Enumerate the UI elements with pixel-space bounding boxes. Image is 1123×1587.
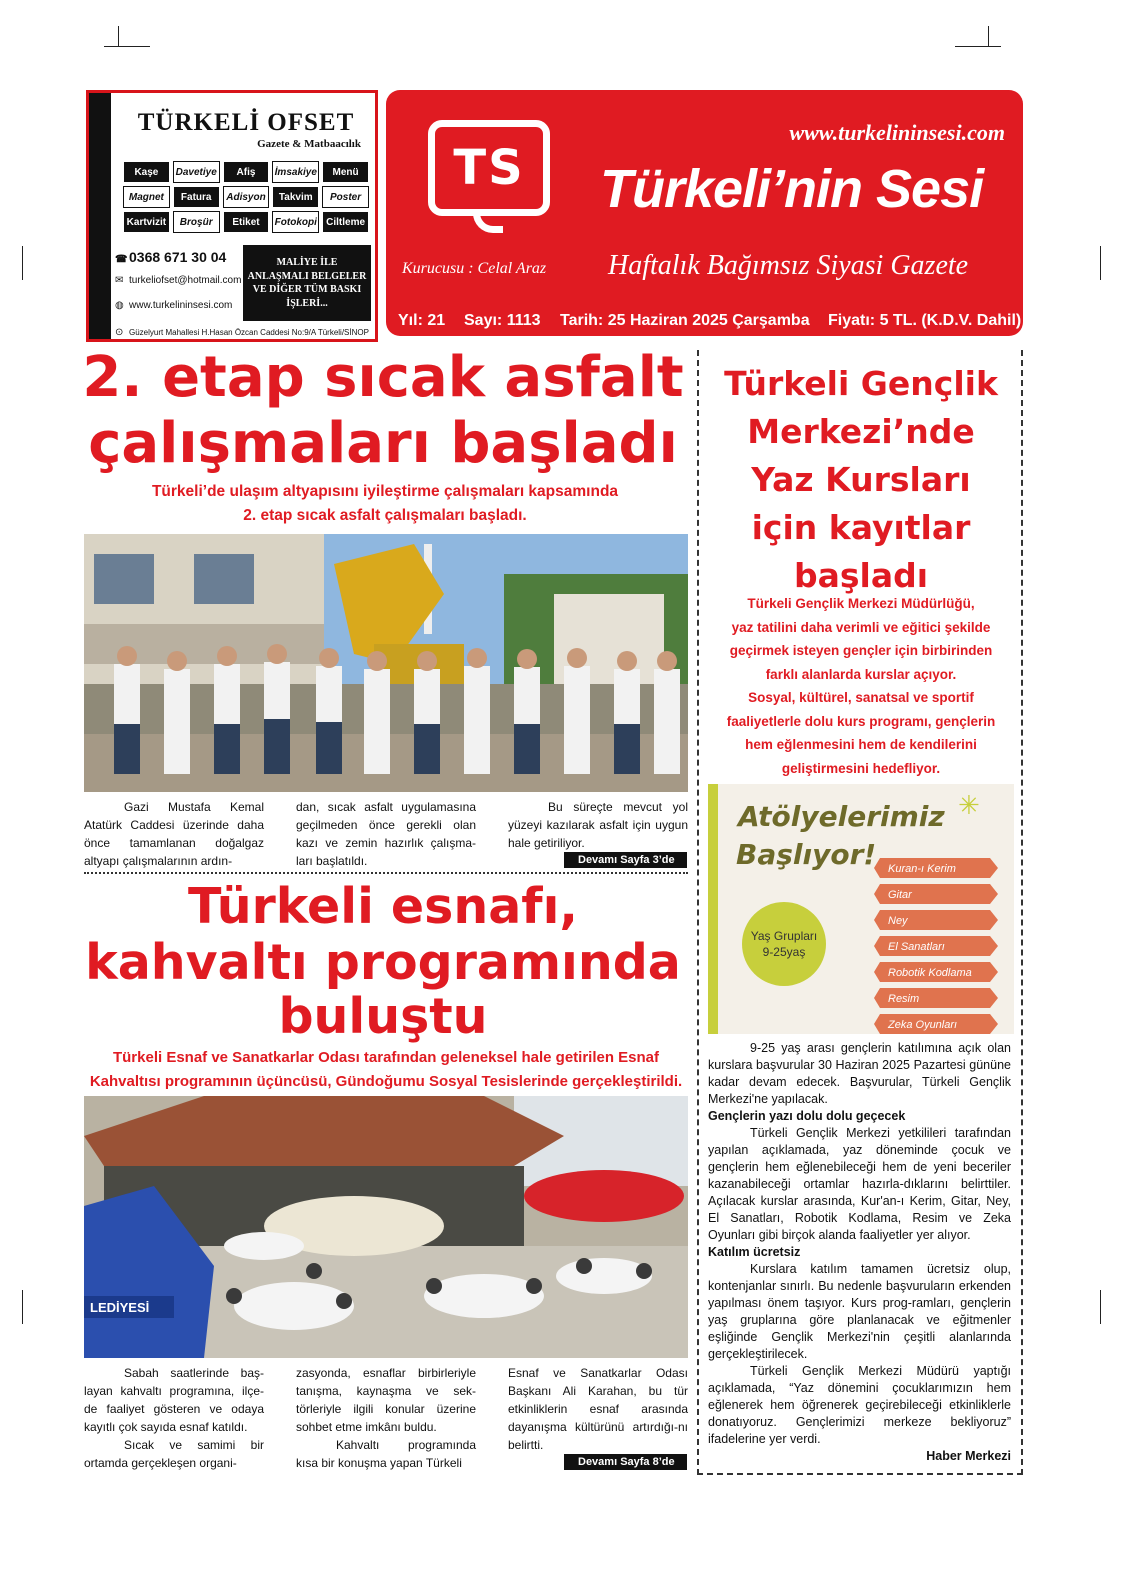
ad-service: Davetiye <box>173 161 220 183</box>
story3-deck-line: faaliyetlerle dolu kurs programı, gençlerin <box>726 713 996 729</box>
ad-service: Takvim <box>272 186 319 208</box>
crop-mark <box>1100 1290 1101 1324</box>
story3-subheading: Gençlerin yazı dolu dolu geçecek <box>708 1109 906 1123</box>
story2-col1-paragraph1: Sabah saatlerinde baş-layan kahvaltı programına, ilçe-de faaliyet gösteren ve odaya kayıtlı çok sayıda esnaf katıldı. <box>84 1366 264 1434</box>
mail-icon: ✉ <box>115 275 124 286</box>
globe-icon: ◍ <box>115 300 124 311</box>
masthead-url: www.turkelininsesi.com <box>789 120 1005 145</box>
story3-headline-line: Yaz Kursları <box>751 460 971 499</box>
ad-service: İmsakiye <box>272 161 319 183</box>
masthead-slogan: Haftalık Bağımsız Siyasi Gazete <box>608 250 969 281</box>
issue-info-bar <box>386 306 1023 336</box>
story3-paragraph: 9-25 yaş arası gençlerin katılımına açık olan kurslara başvurular 30 Haziran 2025 Pazartesi gününe kadar devam edecek. Başvurular, Türkeli Gençlik Merkezi'ne yapılacak. <box>708 1041 1011 1106</box>
ts-logo <box>428 120 550 216</box>
story2-column-3 <box>508 1364 688 1454</box>
breakfast-photo-art <box>84 1096 688 1358</box>
crop-mark <box>988 26 989 46</box>
story2-deck-line2: Kahvaltısı programının üçüncüsü, Gündoğumu Sosyal Tesislerinde gerçekleştirildi. <box>89 1073 683 1090</box>
story3-byline: Haber Merkezi <box>926 1449 1011 1463</box>
poster-course: Kuran-ı Kerim <box>888 863 956 875</box>
story2-column-1 <box>84 1364 264 1472</box>
ad-service: Poster <box>322 186 369 208</box>
crop-mark <box>104 46 150 47</box>
ad-service: Afiş <box>223 161 270 183</box>
crop-mark <box>1100 246 1101 280</box>
story2-col3-text: Esnaf ve Sanatkarlar Odası Başkanı Ali Karahan, bu tür etkinliklerin esnaf arasında dayanışma kültürünü artırdığı-nı belirtti. <box>508 1366 688 1452</box>
ad-address <box>115 327 369 338</box>
tent-sign: LEDİYESİ <box>90 1300 150 1315</box>
poster-course: Resim <box>888 993 920 1005</box>
poster-course: Zeka Oyunları <box>888 1019 958 1031</box>
crop-mark <box>955 46 1001 47</box>
story3-body <box>708 1040 1011 1465</box>
story1-col1-text: Gazi Mustafa Kemal Atatürk Caddesi üzerinde daha önce tamamlanan doğalgaz altyapı çalışmalarının ardın- <box>84 800 264 868</box>
story2-col2-paragraph1: zasyonda, esnaflar birbirleriyle tanışma, kaynaşma ve sek-törleriyle ilgili konular üzerine sohbet etme imkânı buldu. <box>296 1366 476 1434</box>
ts-logo-text: TS <box>453 140 525 196</box>
poster-course: El Sanatları <box>888 941 945 953</box>
crop-mark <box>22 1290 23 1324</box>
poster-age-title: Yaş Grupları <box>750 929 818 943</box>
story2-col2-paragraph2: Kahvaltı programında kısa bir konuşma yapan Türkeli <box>296 1438 476 1470</box>
poster-art <box>718 784 1014 1034</box>
story1-col2-text: dan, sıcak asfalt uygulamasına geçilmeden önce gerekli olan kazı ve zemin hazırlık çalışma-ları başlatıldı. <box>296 800 476 868</box>
story1-col3-text: Bu süreçte mevcut yol yüzeyi kazılarak asfalt için uygun hale getiriliyor. <box>508 800 688 850</box>
story3-deck-line: geçirmek isteyen gençler için birbirinden <box>729 643 993 658</box>
ad-service: Broşür <box>173 211 220 233</box>
story1-column-1 <box>84 798 264 870</box>
story3-deck <box>700 592 1022 780</box>
workshop-poster <box>708 784 1014 1034</box>
ad-services-grid <box>123 161 369 233</box>
ad-brand: TÜRKELİ OFSET <box>137 109 355 136</box>
ad-service: Ciltleme <box>322 211 369 233</box>
story3-paragraph: Türkeli Gençlik Merkezi yetkilileri tarafından yapılan açıklamada, yaz döneminde çocuk ve gençlerin hem eğlenebileceği hem de yeni beceriler kazanabileceği ortamlar hazırla-dıklarını belirttiler. Açılacak kurslar arasında, Kur'an-ı Kerim, Gitar, Ney, El Sanatları, Robotik Kodlama, Resim ve Zeka Oyunları gibi birçok alanda faaliyetler yer alıyor. <box>708 1126 1011 1242</box>
ad-email-text: turkeliofset@hotmail.com <box>129 275 242 286</box>
story2-deck-line1: Türkeli Esnaf ve Sanatkarlar Odası tarafından geleneksel hale getirilen Esnaf <box>112 1049 660 1066</box>
ad-web <box>115 300 232 311</box>
poster-age-range: 9-25yaş <box>762 945 806 959</box>
poster-course: Gitar <box>888 889 912 901</box>
ad-subtitle: Gazete & Matbaacılık <box>257 138 361 150</box>
story3-deck-line: farklı alanlarda kurslar açıyor. <box>765 666 957 682</box>
ad-service: Magnet <box>123 186 170 208</box>
story3-headline-line: başladı <box>793 556 929 595</box>
ad-service: Kaşe <box>123 161 170 183</box>
ad-maliye-box: MALİYE İLE ANLAŞMALI BELGELER VE DİĞER TÜM BASKI İŞLERİ... <box>243 245 371 321</box>
story3-paragraph: Kurslara katılım tamamen ücretsiz olup, kontenjanlar sınırlı. Bu nedenle başvuruların erkenden yapılması önem taşıyor. Kurs prog-ramları, gençlerin yaş gruplarına göre planlanacak ve eğitmenler eşliğinde Gençlik Merkezi'nin çeşitli alanlarında gerçekleştirilecek. <box>708 1262 1011 1361</box>
phone-icon: ☎ <box>115 254 128 265</box>
founder-line: Kurucusu : Celal Araz <box>402 260 547 277</box>
story1-headline-line1: 2. etap sıcak asfalt <box>82 345 684 410</box>
issue-price: Fiyatı: 5 TL. (K.D.V. Dahil) <box>828 312 1022 329</box>
ad-service: Menü <box>322 161 369 183</box>
story2-headline-line1: Türkeli esnafı, <box>187 878 579 935</box>
story2-headline-line2: kahvaltı programında <box>85 934 681 991</box>
issue-year: Yıl: 21 <box>398 312 446 329</box>
story3-headline-line: Merkezi’nde <box>747 412 975 451</box>
story3-deck-line: Türkeli Gençlik Merkezi Müdürlüğü, <box>747 596 975 611</box>
story3-paragraph: Türkeli Gençlik Merkezi Müdürü yaptığı açıklamada, “Yaz dönemini çocuklarımızın hem eğlenerek hem öğrenerek geçirebileceği etkinliklerle donatıyoruz. Gençlerimizi merkeze bekliyoruz” ifadelerine yer verdi. <box>708 1364 1011 1446</box>
ad-service: Fatura <box>173 186 220 208</box>
crop-mark <box>22 246 23 280</box>
esnaf-breakfast-photo <box>84 1096 688 1358</box>
story3-deck-line: yaz tatilini daha verimli ve eğitici şekilde <box>731 619 991 635</box>
story3-headline <box>700 360 1022 600</box>
poster-title-line1: Atölyelerimiz <box>738 800 945 833</box>
ad-side-bar <box>89 93 111 339</box>
story3-deck-line: geliştirmesini hedefliyor. <box>781 760 941 776</box>
story2-column-2 <box>296 1364 476 1472</box>
story1-headline-line2: çalışmaları başladı <box>88 411 678 476</box>
story2-headline-line3: buluştu <box>278 988 488 1045</box>
logo-speech-tail <box>473 209 503 233</box>
story3-deck-line: hem eğlenmesini hem de kendilerini <box>745 737 977 752</box>
ad-phone-text: 0368 671 30 04 <box>129 249 227 265</box>
section-divider <box>84 872 688 874</box>
story3-deck-line: Sosyal, kültürel, sanatsal ve sportif <box>748 690 974 705</box>
poster-course: Ney <box>888 915 908 927</box>
issue-date: Tarih: 25 Haziran 2025 Çarşamba <box>560 312 810 329</box>
ad-service: Fotokopi <box>272 211 319 233</box>
ad-service: Kartvizit <box>123 211 170 233</box>
location-icon: ⊙ <box>115 327 124 338</box>
story3-subheading: Katılım ücretsiz <box>708 1245 801 1259</box>
story1-continued-label: Devamı Sayfa 3’de <box>564 852 687 868</box>
ad-service: Adisyon <box>223 186 270 208</box>
story3-headline-line: Türkeli Gençlik <box>724 364 998 403</box>
poster-course: Robotik Kodlama <box>888 967 972 979</box>
story1-deck-line1: Türkeli’de ulaşım altyapısını iyileştirme çalışmaları kapsamında <box>151 483 619 500</box>
ad-service: Etiket <box>223 211 270 233</box>
poster-title-line2: Başlıyor! <box>736 838 877 871</box>
story1-column-3 <box>508 798 688 852</box>
ad-address-text: Güzelyurt Mahallesi H.Hasan Özcan Caddesi No:9/A Türkeli/SİNOP <box>129 328 369 337</box>
ad-web-text: www.turkelininsesi.com <box>129 300 233 311</box>
story3-headline-line: için kayıtlar <box>751 508 971 547</box>
story1-deck-line2: 2. etap sıcak asfalt çalışmaları başladı. <box>243 507 527 524</box>
issue-number: Sayı: 1113 <box>464 312 541 329</box>
story2-continued-label: Devamı Sayfa 8’de <box>564 1454 687 1470</box>
story1-column-2 <box>296 798 476 870</box>
masthead <box>386 90 1023 336</box>
ad-turkeli-ofset <box>86 90 378 342</box>
sparkle-icon: ✳ <box>958 791 980 821</box>
asphalt-photo-art <box>84 534 688 792</box>
ad-email <box>115 275 241 286</box>
story2-col1-paragraph2: Sıcak ve samimi bir ortamda gerçekleşen organi- <box>84 1438 264 1470</box>
newspaper-title: Türkeli’nin Sesi <box>600 159 984 219</box>
crop-mark <box>118 26 119 46</box>
asphalt-work-photo <box>84 534 688 792</box>
ad-phone <box>115 249 226 265</box>
